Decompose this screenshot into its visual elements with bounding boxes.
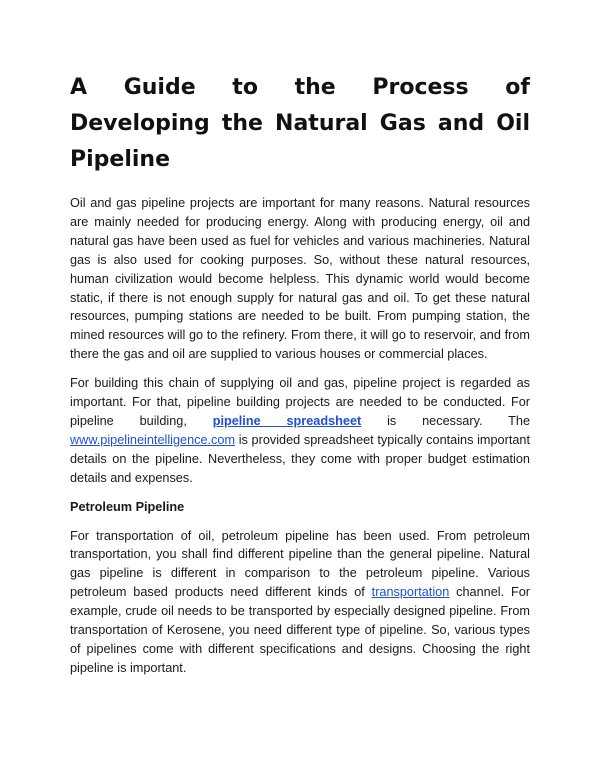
pipeline-building-paragraph bbox=[70, 374, 530, 487]
pipeline-spreadsheet-link[interactable]: pipeline spreadsheet bbox=[212, 413, 362, 428]
transportation-link[interactable]: transportation bbox=[371, 585, 450, 600]
petroleum-pipeline-paragraph bbox=[70, 527, 530, 678]
document-page bbox=[70, 70, 530, 688]
paragraph-text: is necessary. The bbox=[361, 413, 530, 428]
intro-paragraph-text: Oil and gas pipeline projects are important for many reasons. Natural resources are mainly needed for producing energy. Along with producing energy, oil and natural gas have been used as fuel for vehicles and various machineries. Natural gas is also used for cooking purposes. So, without these natural resources, human civilization would become helpless. This dynamic world would become static, if there is not enough supply for natural gas and oil. To get these natural resources, pumping stations are needed to be built. From pumping station, the mined resources will go to the refinery. From there, it will go to reservoir, and from there the gas and oil are supplied to various houses or commercial places. bbox=[70, 196, 530, 362]
intro-paragraph bbox=[70, 194, 530, 364]
paragraph-text: channel. For example, crude oil needs to be transported by especially designed pipeline. From transportation of Kerosene, you need different type of pipeline. So, various types of pipelines come with different specifications and designs. Choosing the right pipeline is important. bbox=[70, 585, 530, 675]
paragraph-text: For building this chain of supplying oil and gas, pipeline project is regarded as important. For that, pipeline building projects are needed to be conducted. For pipeline building, bbox=[70, 376, 530, 428]
page-title: A Guide to the Process of Developing the Natural Gas and Oil Pipeline bbox=[70, 75, 530, 172]
paragraph-text: is provided spreadsheet typically contains important details on the pipeline. Nevertheless, they come with proper budget estimation details and expenses. bbox=[70, 432, 530, 485]
paragraph-text: For transportation of oil, petroleum pipeline has been used. From petroleum transportation, you shall find different pipeline than the general pipeline. Natural gas pipeline is different in comparison to the petroleum pipeline. Various petroleum based products need different kinds of bbox=[70, 528, 530, 600]
section-heading-petroleum-pipeline: Petroleum Pipeline bbox=[70, 499, 185, 514]
pipelineintelligence-link[interactable]: www.pipelineintelligence.com bbox=[70, 432, 236, 447]
